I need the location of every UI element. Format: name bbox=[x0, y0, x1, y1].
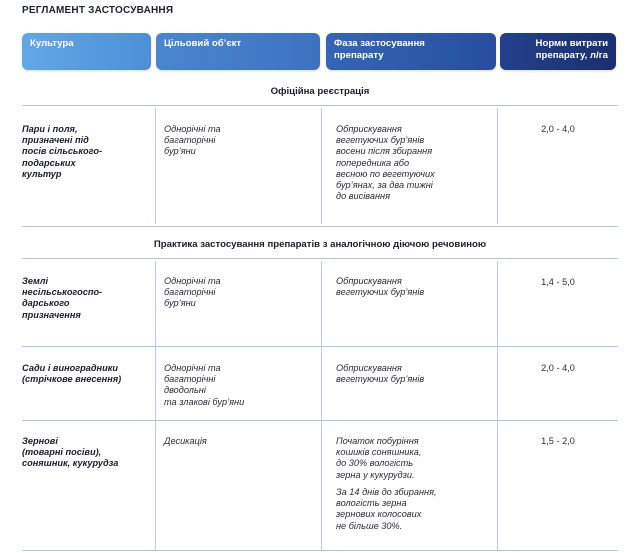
page-title: РЕГЛАМЕНТ ЗАСТОСУВАННЯ bbox=[22, 5, 174, 16]
divider bbox=[22, 550, 618, 551]
row-4-phase-extra: За 14 днів до збирання, вологість зерна зернових колосових не більше 30%. bbox=[336, 487, 437, 531]
column-divider bbox=[321, 261, 322, 551]
row-3-rate: 2,0 - 4,0 bbox=[541, 363, 575, 373]
header-phase bbox=[326, 33, 496, 70]
header-phase-label: Фаза застосування препарату bbox=[334, 38, 425, 61]
column-divider bbox=[497, 261, 498, 551]
row-2-rate: 1,4 - 5,0 bbox=[541, 277, 575, 287]
header-crop-label: Культура bbox=[30, 38, 74, 49]
row-2-crop: Землі несільськогоспо- дарського призначення bbox=[22, 276, 103, 320]
row-4-rate: 1,5 - 2,0 bbox=[541, 436, 575, 446]
header-crop bbox=[22, 33, 151, 70]
section-title-official: Офіційна реєстрація bbox=[270, 86, 370, 97]
row-2-phase: Обприскування вегетуючих бур’янів bbox=[336, 276, 425, 298]
row-1-rate: 2,0 - 4,0 bbox=[541, 124, 575, 134]
divider bbox=[22, 105, 618, 106]
header-target-label: Цільовий об’єкт bbox=[164, 38, 242, 49]
row-2-target: Однорічні та багаторічні бур’яни bbox=[164, 276, 221, 309]
row-1-crop: Пари і поля, призначені під посів сільського- подарських культур bbox=[22, 124, 103, 179]
row-3-target: Однорічні та багаторічні дводольні та злакові бур’яни bbox=[164, 363, 245, 407]
divider bbox=[22, 346, 618, 347]
row-4-target: Десикація bbox=[164, 436, 207, 446]
row-4-crop: Зернові (товарні посіви), соняшник, кукурудза bbox=[22, 436, 119, 469]
header-rate-label: Норми витрати препарату, л/га bbox=[535, 38, 608, 61]
header-rate bbox=[500, 33, 616, 70]
column-divider bbox=[321, 108, 322, 224]
column-divider bbox=[155, 261, 156, 551]
header-target bbox=[156, 33, 320, 70]
row-4-phase: Початок побуріння кошиків соняшника, до 30% вологість зерна у кукурудзи. bbox=[336, 436, 422, 480]
row-1-target: Однорічні та багаторічні бур’яни bbox=[164, 124, 221, 157]
divider bbox=[22, 226, 618, 227]
column-divider bbox=[155, 108, 156, 224]
divider bbox=[22, 420, 618, 421]
section-title-practice: Практика застосування препаратів з аналогічною діючою речовиною bbox=[153, 239, 487, 250]
column-divider bbox=[497, 108, 498, 224]
divider bbox=[22, 258, 618, 259]
row-3-crop: Сади і виноградники (стрічкове внесення) bbox=[22, 363, 122, 385]
row-1-phase: Обприскування вегетуючих бур’янів восени після збирання попередника або весною по вегетуючих бур’янах, за два тижні до висівання bbox=[336, 124, 435, 202]
row-3-phase: Обприскування вегетуючих бур’янів bbox=[336, 363, 425, 385]
